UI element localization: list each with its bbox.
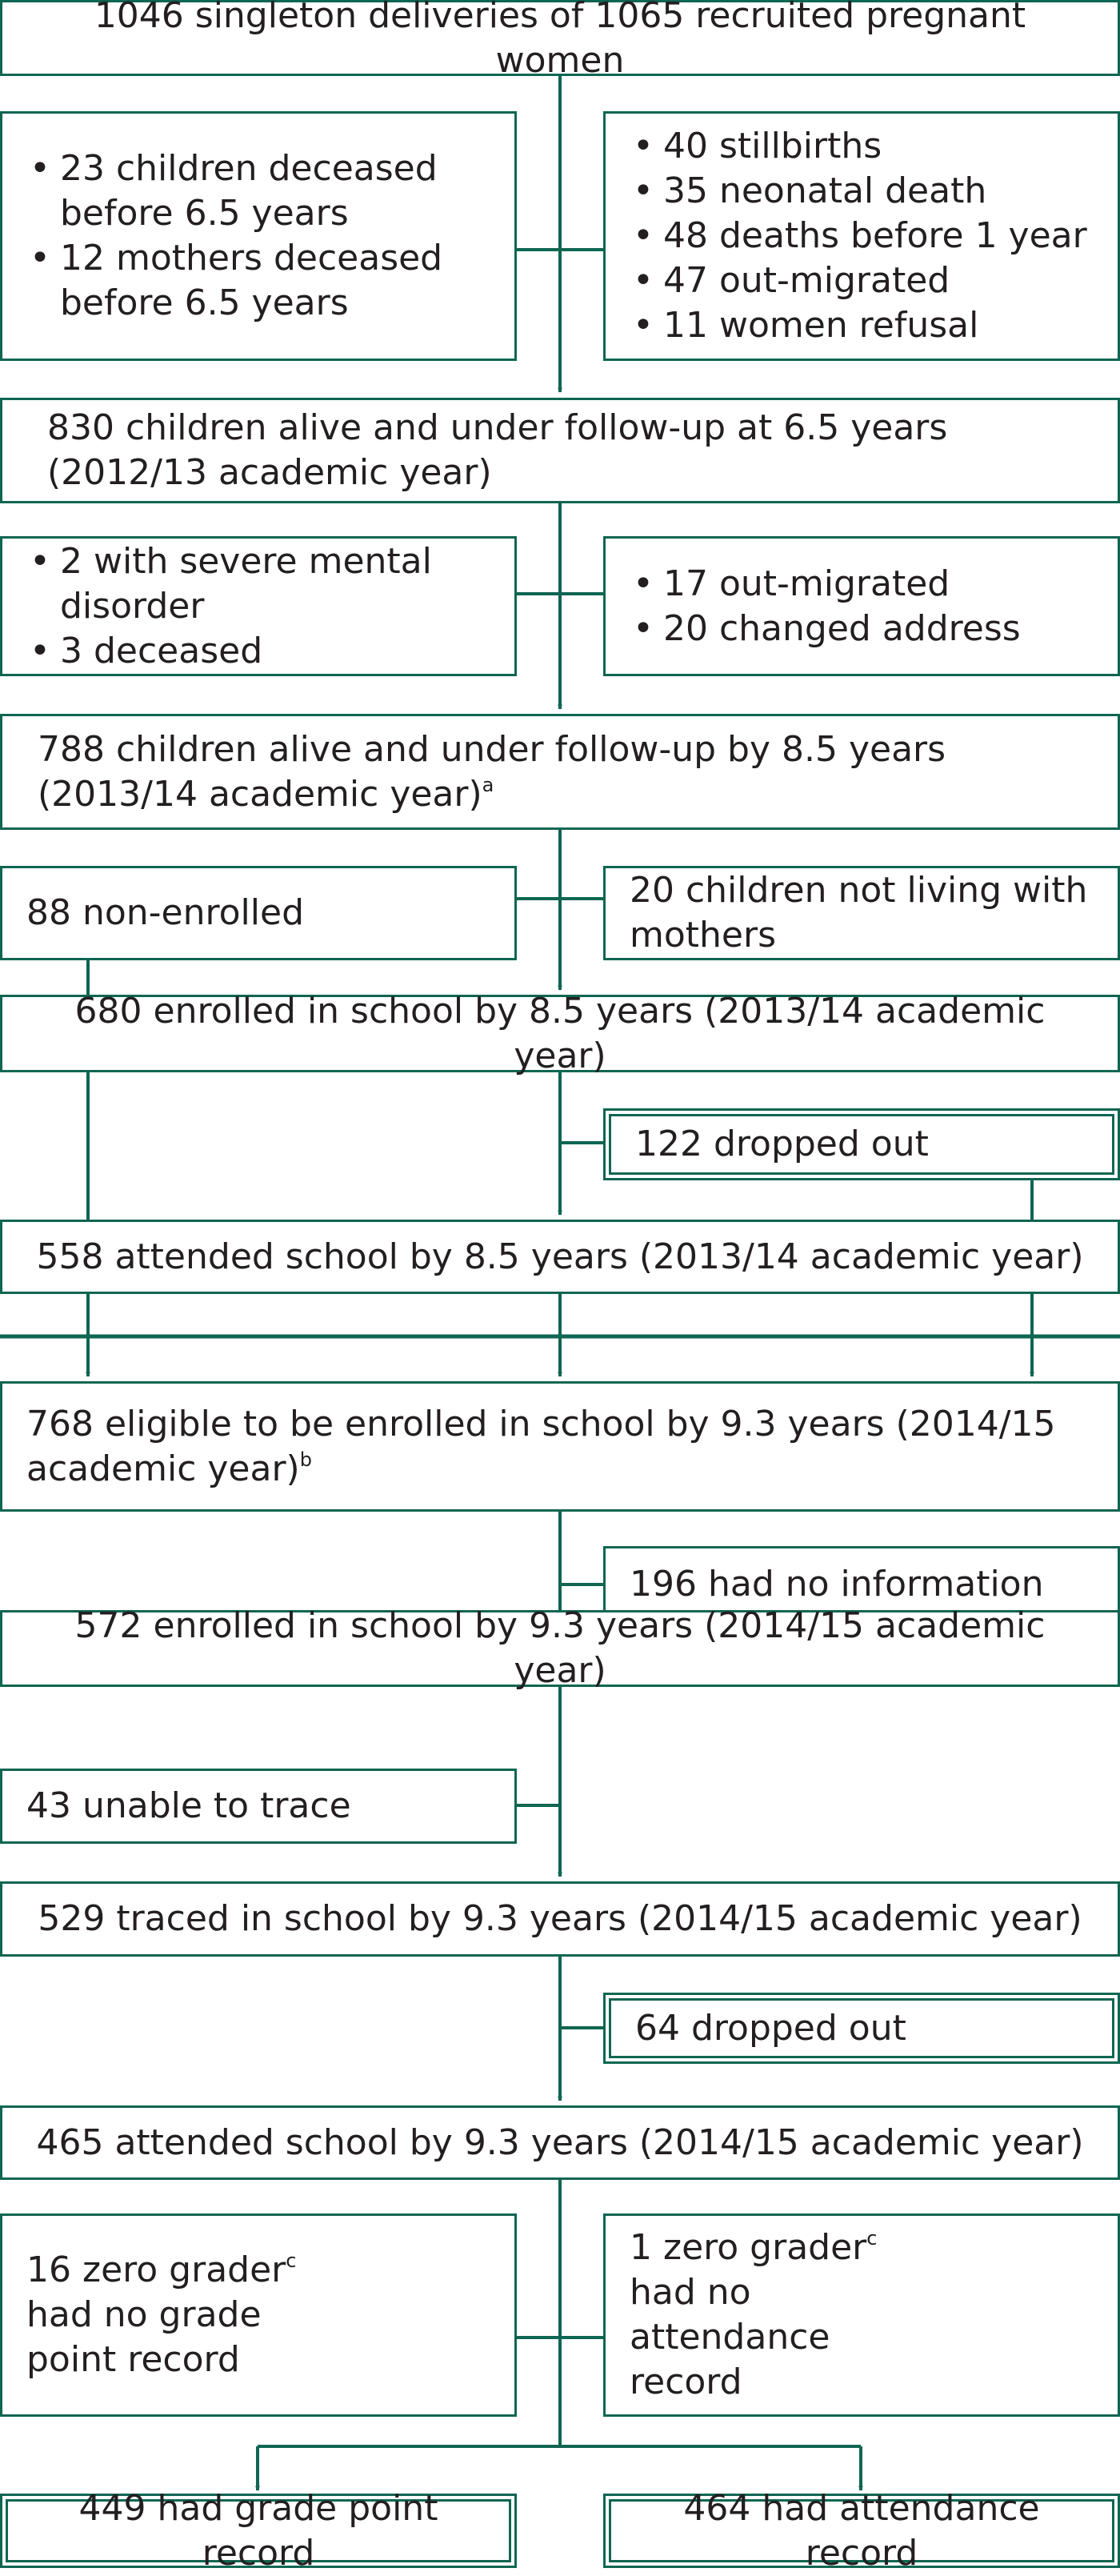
box-text: 1046 singleton deliveries of 1065 recruited pregnant women bbox=[94, 0, 1026, 81]
flow-box-529-traced bbox=[0, 1881, 1120, 1957]
box-text-main: 788 children alive and under follow-up by 8.5 years (2013/14 academic year) bbox=[38, 728, 946, 815]
bullet-item: • 35 neonatal death bbox=[630, 169, 986, 214]
flow-box-680-enrolled bbox=[0, 990, 1120, 1076]
box-text: 449 had grade point record bbox=[78, 2487, 438, 2574]
box-text: 43 unable to trace bbox=[26, 1785, 351, 1826]
flow-box-788-alive bbox=[0, 714, 1120, 830]
box-text bbox=[38, 727, 1094, 817]
bullet-item: • 12 mothers deceased before 6.5 years bbox=[26, 236, 490, 326]
box-text bbox=[26, 1402, 1094, 1492]
footnote-marker: a bbox=[482, 773, 494, 796]
footnote-marker: c bbox=[866, 2227, 878, 2249]
bullet-item: • 17 out-migrated bbox=[630, 562, 950, 607]
box-text: 465 attended school by 9.3 years (2014/15 academic year) bbox=[36, 2121, 1084, 2163]
box-text-rest: had no attendance record bbox=[630, 2272, 830, 2402]
box-text: 558 attended school by 8.5 years (2013/14 academic year) bbox=[36, 1236, 1084, 1277]
bullet-item: • 48 deaths before 1 year bbox=[630, 214, 1087, 258]
footnote-marker: c bbox=[286, 2249, 297, 2272]
bullet-item: • 23 children deceased before 6.5 years bbox=[26, 146, 490, 236]
bullet-item: • 2 with severe mental disorder bbox=[26, 539, 490, 629]
footnote-marker: b bbox=[299, 1448, 312, 1471]
exclusion-box-no-grade-point bbox=[0, 2213, 517, 2417]
outcome-box-grade-point bbox=[0, 2487, 517, 2574]
exclusion-box-deceased bbox=[0, 111, 517, 361]
exclusion-box-stillbirths bbox=[603, 111, 1120, 361]
box-text: 20 children not living with mothers bbox=[630, 870, 1088, 955]
bullet-item: • 47 out-migrated bbox=[630, 258, 950, 303]
exclusion-box-mental-disorder bbox=[0, 536, 517, 676]
flow-box-768-eligible bbox=[0, 1381, 1120, 1512]
flow-box-558-attended bbox=[0, 1220, 1120, 1294]
box-text-rest: had no grade point record bbox=[26, 2294, 262, 2380]
box-text-main: 1 zero grader bbox=[630, 2227, 867, 2268]
exclusion-box-non-enrolled bbox=[0, 866, 517, 960]
box-text: 830 children alive and under follow-up at 6.5 years (2012/13 academic year) bbox=[47, 407, 948, 493]
exclusion-box-122-dropped-out bbox=[603, 1108, 1120, 1180]
flow-box-572-enrolled bbox=[0, 1605, 1120, 1691]
box-text: 196 had no information bbox=[630, 1564, 1044, 1604]
box-text-main: 768 eligible to be enrolled in school by 9.3 years (2014/15 academic year) bbox=[26, 1403, 1056, 1489]
exclusion-box-unable-to-trace bbox=[0, 1769, 517, 1844]
box-text: 529 traced in school by 9.3 years (2014/15 academic year) bbox=[38, 1898, 1082, 1939]
flow-box-830-alive bbox=[0, 398, 1120, 503]
flow-box-1046-deliveries bbox=[0, 0, 1120, 81]
box-text bbox=[26, 2248, 354, 2382]
box-text: 88 non-enrolled bbox=[26, 892, 304, 933]
box-text: 464 had attendance record bbox=[683, 2487, 1040, 2574]
exclusion-box-no-attendance bbox=[603, 2213, 1120, 2417]
flow-box-465-attended bbox=[0, 2105, 1120, 2180]
box-text bbox=[630, 2225, 878, 2405]
box-text: 680 enrolled in school by 8.5 years (2013/14 academic year) bbox=[74, 990, 1046, 1076]
box-text: 122 dropped out bbox=[635, 1124, 929, 1164]
box-text-main: 16 zero grader bbox=[26, 2249, 286, 2290]
bullet-item: • 20 changed address bbox=[630, 607, 1021, 651]
exclusion-box-out-migrated bbox=[603, 536, 1120, 676]
box-text: 572 enrolled in school by 9.3 years (2014/15 academic year) bbox=[74, 1605, 1046, 1691]
box-text: 64 dropped out bbox=[635, 2007, 906, 2049]
bullet-item: • 3 deceased bbox=[26, 629, 262, 674]
exclusion-box-64-dropped-out bbox=[603, 1993, 1120, 2064]
exclusion-box-not-living-with-mothers bbox=[603, 866, 1120, 960]
bullet-item: • 11 women refusal bbox=[630, 303, 978, 348]
bullet-item: • 40 stillbirths bbox=[630, 124, 882, 169]
outcome-box-attendance bbox=[603, 2487, 1120, 2574]
